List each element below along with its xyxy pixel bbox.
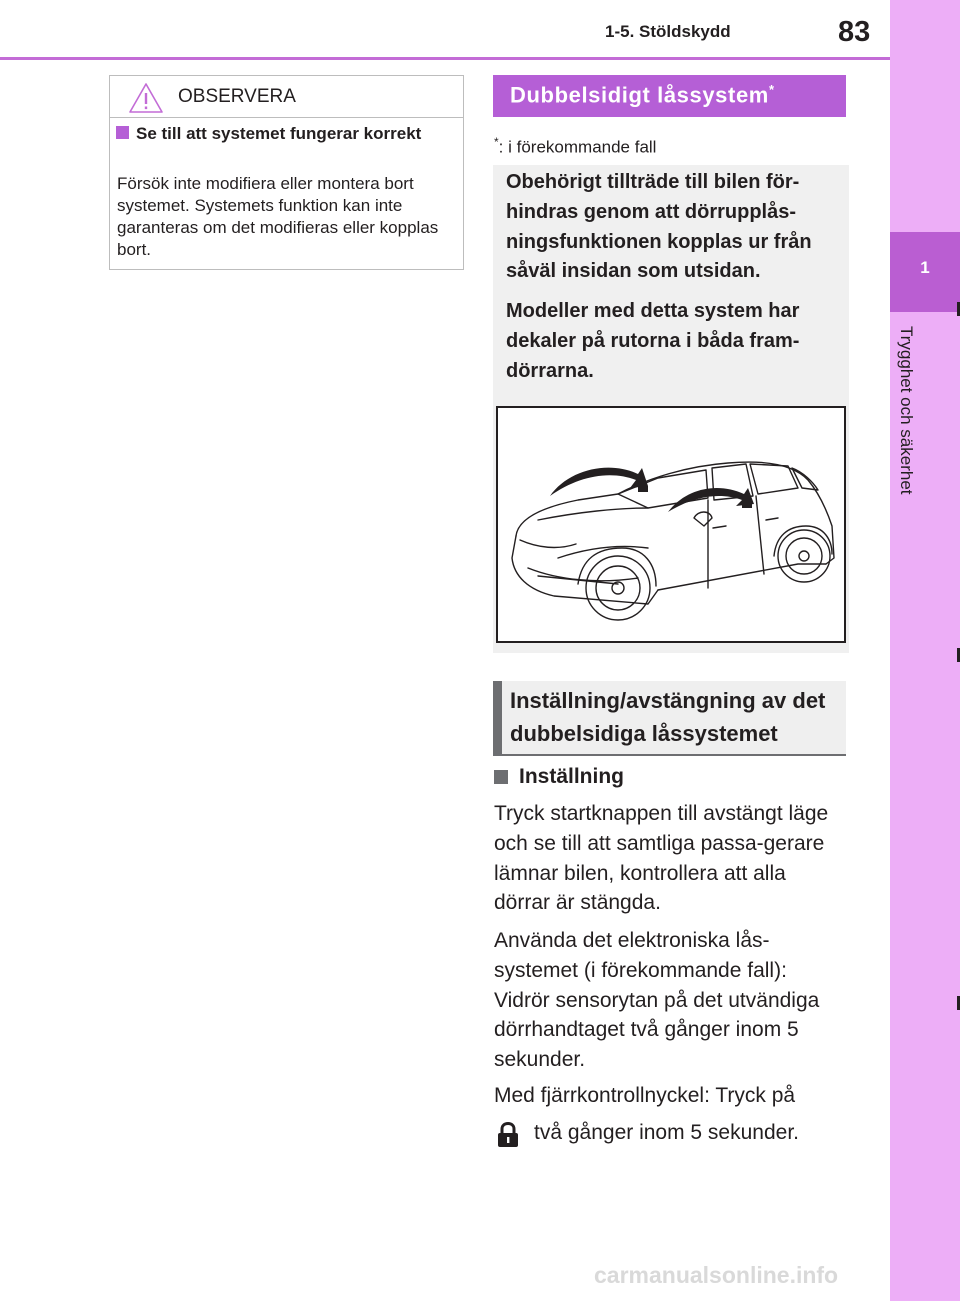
- chapter-title: Trygghet och säkerhet: [897, 326, 916, 495]
- warning-box: [109, 75, 464, 270]
- chapter-number: 1: [920, 258, 930, 277]
- chapter-tab: [890, 0, 960, 1301]
- header-rule: [0, 57, 890, 60]
- lock-icon: [496, 1122, 520, 1148]
- footnote-text: : i förekommande fall: [498, 137, 657, 157]
- subsection-title: Inställning/avstängning av det dubbelsidiga låssystemet: [510, 688, 826, 746]
- bullet-square: [116, 126, 129, 139]
- page-number: 83: [838, 16, 871, 48]
- warning-title: [116, 123, 446, 144]
- bullet-square: [494, 770, 508, 784]
- intro-box: [493, 165, 849, 653]
- footnote-marker: *: [494, 135, 499, 149]
- lock-instruction-text: två gånger inom 5 sekunder.: [534, 1121, 800, 1144]
- setting-paragraph: Med fjärrkontrollnyckel: Tryck på: [494, 1084, 796, 1107]
- section-header-text: Dubbelsidigt låssystem: [510, 82, 769, 108]
- intro-text: [506, 168, 841, 397]
- warning-triangle-icon: [128, 82, 164, 114]
- intro-paragraph: Obehörigt tillträde till bilen för-hindras genom att dörrupplås-ningsfunktionen kopplas ur från såväl insidan som utsidan.: [506, 171, 812, 283]
- setting-paragraph: Använda det elektroniska lås-systemet (i förekommande fall): Vidrör sensorytan på det utvändiga dörrhandtaget två gånger inom 5 sekunder.: [494, 929, 820, 1072]
- car-illustration: [498, 408, 844, 641]
- section-title: 1-5. Stöldskydd: [605, 22, 731, 41]
- warning-label: OBSERVERA: [178, 86, 296, 107]
- watermark: carmanualsonline.info: [594, 1262, 839, 1288]
- chapter-title-vertical: [896, 326, 916, 536]
- intro-paragraph: Modeller med detta system har dekaler på rutorna i båda fram-dörrarna.: [506, 300, 800, 382]
- section-header: [493, 75, 846, 117]
- section-header-title: [510, 82, 775, 108]
- car-door-decals-illustration: [496, 406, 846, 643]
- setting-heading-text: Inställning: [519, 765, 624, 788]
- warning-body: Försök inte modifiera eller montera bort systemet. Systemets funktion kan inte garanteras om det modifieras eller kopplas bort.: [117, 174, 439, 259]
- footnote: [494, 135, 656, 158]
- setting-paragraph: Tryck startknappen till avstängt läge och se till att samtliga passa-gerare lämnar bilen, kontrollera att alla dörrar är stängda.: [494, 802, 829, 915]
- warning-title-text: Se till att systemet fungerar korrekt: [136, 124, 422, 143]
- subsection-header: [493, 681, 846, 756]
- warning-header: [110, 76, 463, 118]
- footnote-marker: *: [768, 82, 775, 97]
- setting-heading: [494, 765, 624, 789]
